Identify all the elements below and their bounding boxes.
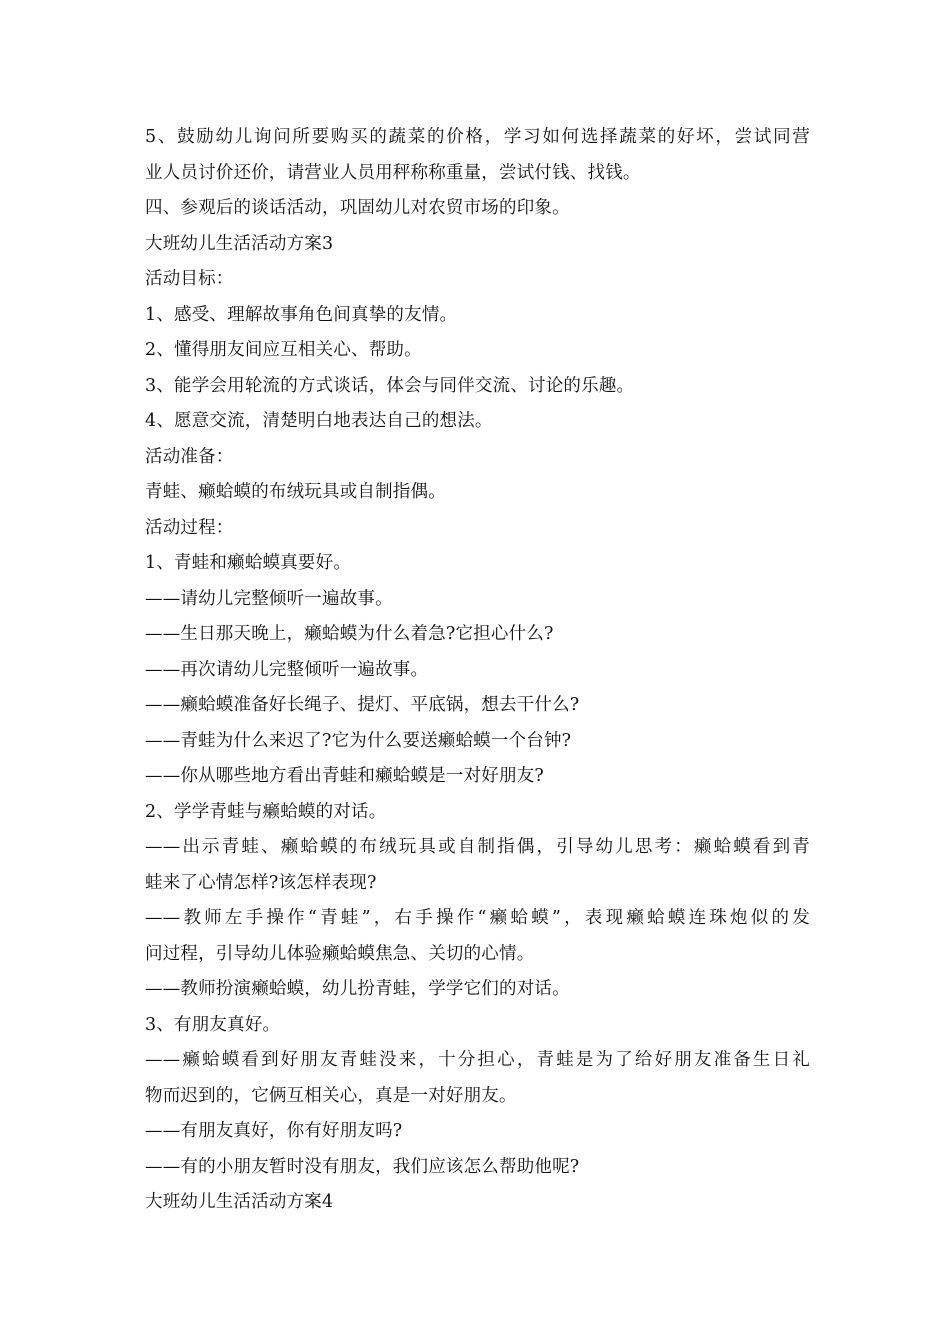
text-line: 5、鼓励幼儿询问所要购买的蔬菜的价格，学习如何选择蔬菜的好坏，尝试同营: [145, 127, 810, 147]
text-line: 1、青蛙和癞蛤蟆真要好。: [145, 553, 352, 573]
text-line: ——你从哪些地方看出青蛙和癞蛤蟆是一对好朋友?: [145, 766, 544, 786]
text-line: 青蛙、癞蛤蟆的布绒玩具或自制指偶。: [145, 482, 446, 502]
text-line: ——青蛙为什么来迟了?它为什么要送癞蛤蟆一个台钟?: [145, 730, 572, 751]
text-line: 四、参观后的谈话活动，巩固幼儿对农贸市场的印象。: [145, 198, 570, 218]
text-line: 大班幼儿生活活动方案3: [145, 233, 334, 254]
text-line: ——教师扮演癞蛤蟆，幼儿扮青蛙，学学它们的对话。: [145, 979, 570, 999]
text-line: ——有的小朋友暂时没有朋友，我们应该怎么帮助他呢?: [145, 1156, 580, 1177]
text-line: 活动过程：: [145, 517, 234, 538]
text-line: 问过程，引导幼儿体验癞蛤蟆焦急、关切的心情。: [145, 943, 535, 964]
text-line: 2、懂得朋友间应互相关心、帮助。: [145, 340, 422, 360]
text-line: 3、能学会用轮流的方式谈话，体会与同伴交流、讨论的乐趣。: [145, 375, 635, 396]
text-line: 2、学学青蛙与癞蛤蟆的对话。: [145, 801, 387, 822]
text-line: ——癞蛤蟆准备好长绳子、提灯、平底锅，想去干什么?: [145, 695, 580, 715]
text-line: ——出示青蛙、癞蛤蟆的布绒玩具或自制指偶，引导幼儿思考：癞蛤蟆看到青: [145, 837, 810, 857]
text-line: ——癞蛤蟆看到好朋友青蛙没来，十分担心，青蛙是为了给好朋友准备生日礼: [145, 1050, 810, 1070]
text-line: 活动准备：: [145, 446, 234, 467]
text-line: 4、愿意交流，清楚明白地表达自己的想法。: [145, 411, 493, 431]
text-line: 物而迟到的，它俩互相关心，真是一对好朋友。: [145, 1085, 517, 1106]
text-line: ——教师左手操作“青蛙”，右手操作“癞蛤蟆”，表现癞蛤蟆连珠炮似的发: [145, 908, 810, 928]
text-line: ——有朋友真好，你有好朋友吗?: [145, 1121, 403, 1141]
text-line: ——生日那天晚上，癞蛤蟆为什么着急?它担心什么?: [145, 624, 554, 644]
text-line: 1、感受、理解故事角色间真挚的友情。: [145, 304, 458, 325]
text-line: 3、有朋友真好。: [145, 1014, 281, 1035]
text-line: ——请幼儿完整倾听一遍故事。: [145, 588, 393, 609]
text-line: 大班幼儿生活活动方案4: [145, 1192, 334, 1212]
text-line: 蛙来了心情怎样?该怎样表现?: [145, 872, 377, 893]
text-line: 活动目标：: [145, 269, 234, 289]
document-body: [145, 120, 810, 1221]
text-line: ——再次请幼儿完整倾听一遍故事。: [145, 659, 429, 680]
text-line: 业人员讨价还价，请营业人员用秤称称重量，尝试付钱、找钱。: [145, 162, 641, 183]
